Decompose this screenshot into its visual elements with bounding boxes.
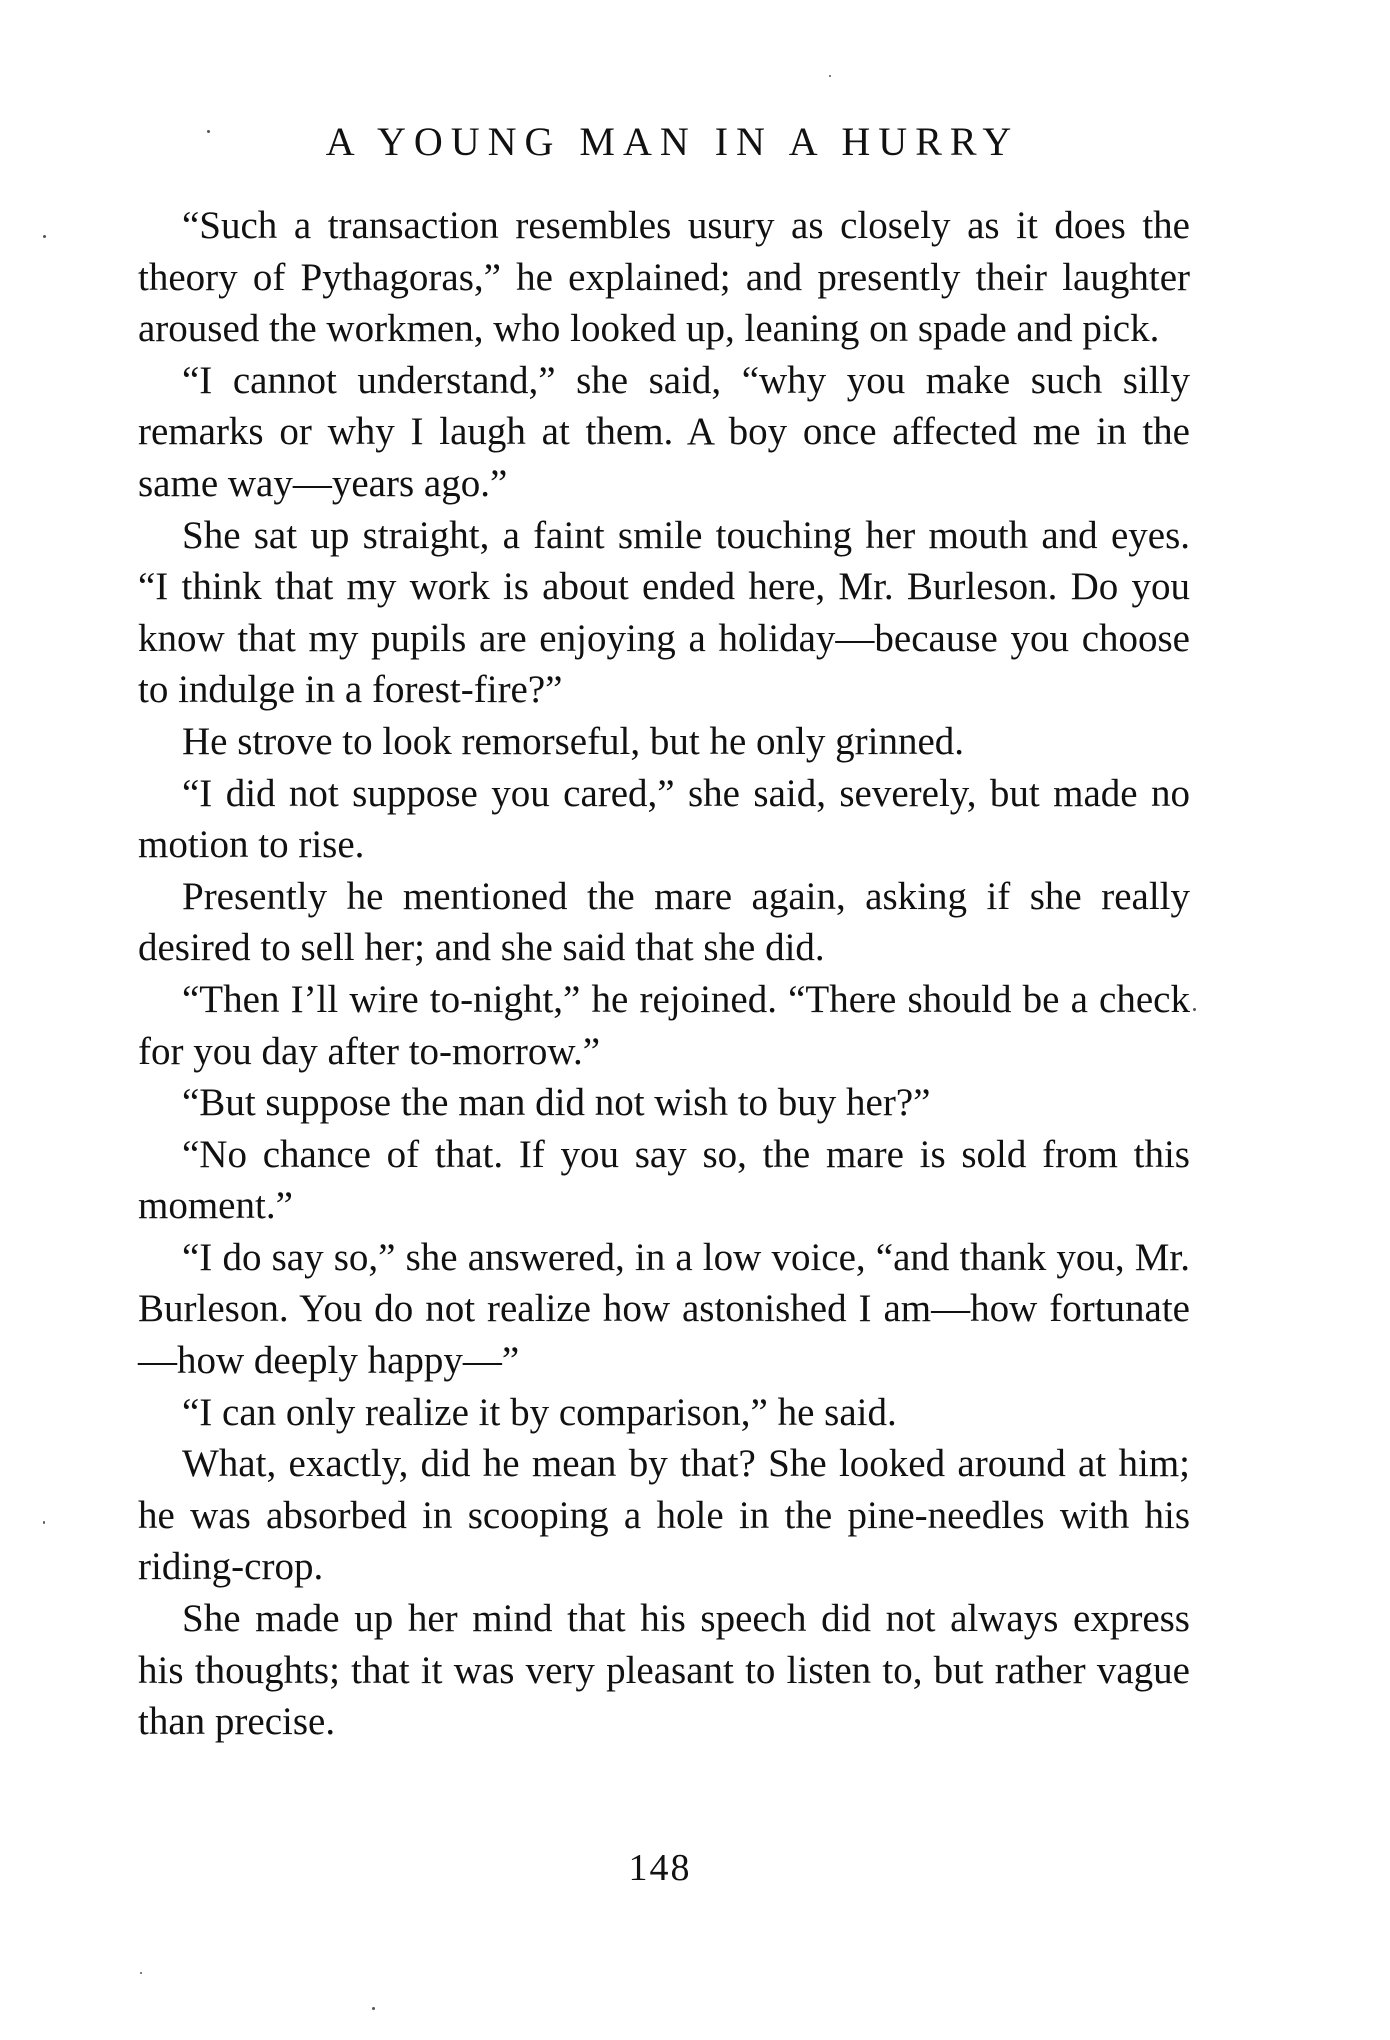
paragraph: “But suppose the man did not wish to buy her?” bbox=[182, 1081, 931, 1125]
scan-speck bbox=[207, 130, 210, 133]
scan-speck bbox=[43, 1521, 45, 1524]
body-text bbox=[138, 200, 1190, 1748]
paragraph: She sat up straight, a faint smile touching her mouth and eyes. “I think that my work is about ended here, Mr. Burleson. Do you know that my pupils are enjoying a holiday—because you choose to indulge in a forest-fire?” bbox=[138, 513, 1190, 712]
paragraph: She made up her mind that his speech did not always express his thoughts; that it was very pleasant to listen to, but rather vague than precise. bbox=[138, 1597, 1190, 1744]
scan-speck bbox=[140, 1972, 142, 1974]
paragraph: “I can only realize it by comparison,” he said. bbox=[182, 1390, 897, 1434]
paragraph: He strove to look remorseful, but he only grinned. bbox=[182, 719, 964, 763]
paragraph: “I did not suppose you cared,” she said, severely, but made no motion to rise. bbox=[138, 771, 1190, 867]
paragraph: “Such a transaction resembles usury as closely as it does the theory of Pythagoras,” he explained; and presently their laughter aroused the workmen, who looked up, leaning on spade and pick. bbox=[138, 204, 1190, 351]
scan-speck bbox=[1193, 1008, 1196, 1011]
paragraph: “I do say so,” she answered, in a low voice, “and thank you, Mr. Burleson. You do not realize how astonished I am—how fortunate—how deeply happy—” bbox=[138, 1235, 1190, 1383]
running-head: A YOUNG MAN IN A HURRY bbox=[325, 119, 1020, 164]
paragraph: “Then I’ll wire to-night,” he rejoined. “There should be a check for you day after to-morrow.” bbox=[138, 977, 1190, 1073]
scan-speck bbox=[43, 235, 46, 238]
scan-speck bbox=[829, 75, 831, 77]
paragraph: Presently he mentioned the mare again, asking if she really desired to sell her; and she said that she did. bbox=[138, 874, 1190, 970]
scan-speck bbox=[372, 2007, 375, 2010]
page-number: 148 bbox=[628, 1847, 692, 1889]
paragraph: “No chance of that. If you say so, the mare is sold from this moment.” bbox=[138, 1132, 1190, 1228]
paragraph: What, exactly, did he mean by that? She looked around at him; he was absorbed in scooping a hole in the pine-needles with his riding-crop. bbox=[138, 1442, 1190, 1589]
paragraph: “I cannot understand,” she said, “why you make such silly remarks or why I laugh at them. A boy once affected me in the same way—years ago.” bbox=[138, 358, 1190, 505]
